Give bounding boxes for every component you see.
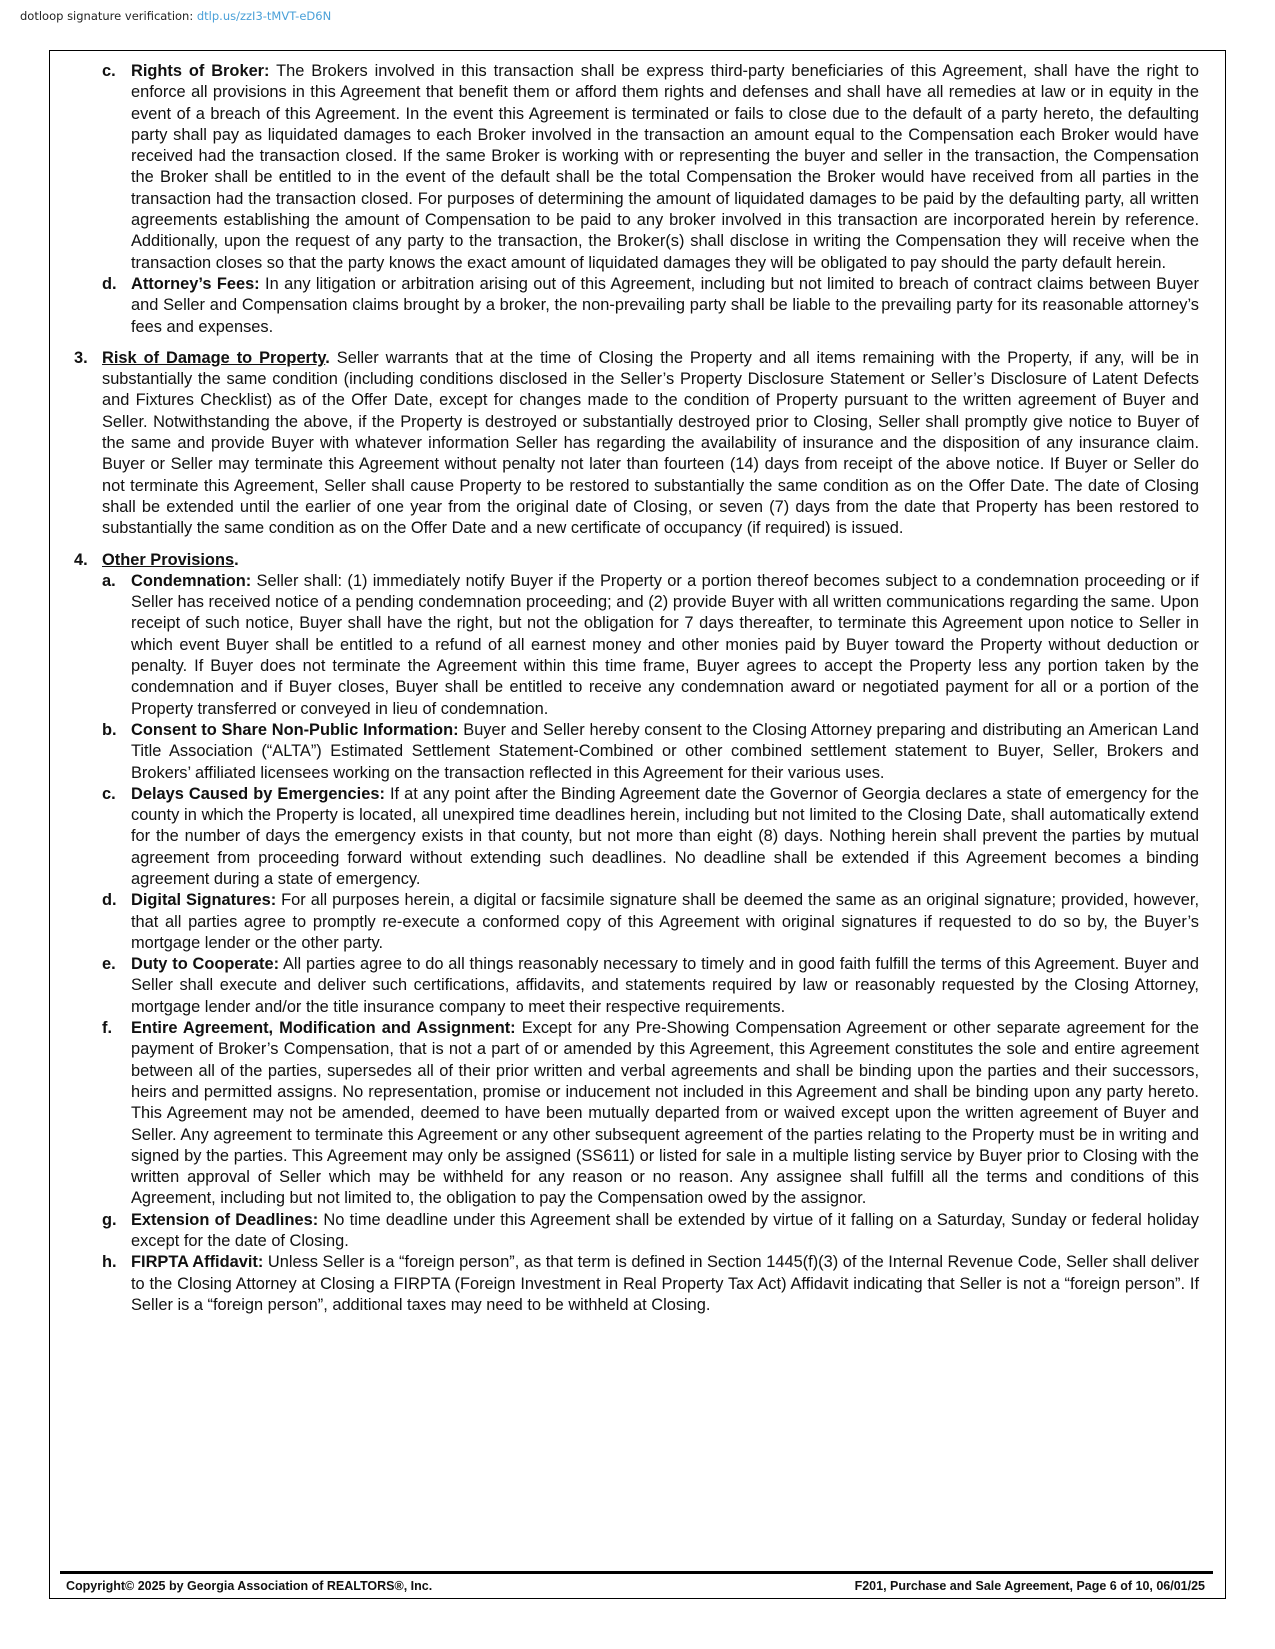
item-heading: Duty to Cooperate: bbox=[131, 955, 280, 974]
provision-duty-to-cooperate bbox=[74, 954, 1199, 1018]
section-number: 4. bbox=[74, 550, 88, 569]
item-text: Buyer and Seller hereby consent to the Closing Attorney preparing and distributing an American Land Title Association (“ALTA”) Estimated Settlement Statement-Combined or other combined settlement statement to Buyer, Seller, Brokers and Brokers’ affiliated licensees working on the transaction reflected in this Agreement for their various uses. bbox=[131, 720, 1199, 782]
provision-firpta-affidavit bbox=[74, 1252, 1199, 1316]
section-number: 3. bbox=[74, 348, 88, 367]
item-text: No time deadline under this Agreement shall be extended by virtue of it falling on a Saturday, Sunday or federal holiday except for the date of Closing. bbox=[131, 1210, 1199, 1251]
provision-extension-deadlines bbox=[74, 1210, 1199, 1253]
item-marker: g. bbox=[102, 1210, 117, 1229]
item-marker: a. bbox=[102, 571, 116, 590]
item-text: Except for any Pre-Showing Compensation Agreement or other separate agreement for the payment of Broker’s Compensation, that is not a part of or amended by this Agreement, this Agreement constitutes the sole and entire agreement between all of the parties, supersedes all of their prior written and verbal agreements and shall be binding upon the parties and their successors, heirs and permitted assigns. No representation, promise or inducement not included in this Agreement and shall be binding upon any party hereto. This Agreement may not be amended, deemed to have been mutually departed from or waived except upon the written agreement of Buyer and Seller. Any agreement to terminate this Agreement or any other subsequent agreement of the parties relating to the Property must be in writing and signed by the parties. This Agreement may only be assigned (SS611) or listed for sale in a multiple listing service by Buyer prior to Closing with the written approval of Seller which may be withheld for any reason or no reason. Any assignee shall fulfill all the terms and conditions of this Agreement, including but not limited to, the obligation to pay the Compensation owed by the assignor. bbox=[131, 1019, 1199, 1208]
item-marker: f. bbox=[102, 1019, 113, 1038]
footer-copyright: Copyright© 2025 by Georgia Association of REALTORS®, Inc. bbox=[66, 1579, 433, 1593]
section-other-provisions: 4. Other Provisions. bbox=[74, 550, 1199, 571]
provision-consent-non-public-info bbox=[74, 720, 1199, 784]
item-text: All parties agree to do all things reasonably necessary to timely and in good faith fulfill the terms of this Agreement. Buyer and Seller shall execute and deliver such certifications, affidavits, and statements required by law or reasonably requested by the Closing Attorney, mortgage lender and/or the title insurance company to meet their respective requirements. bbox=[131, 955, 1199, 1016]
item-heading: Extension of Deadlines: bbox=[131, 1210, 319, 1229]
section-heading: Other Provisions bbox=[102, 550, 235, 569]
item-heading: Digital Signatures: bbox=[131, 891, 277, 910]
item-marker: d. bbox=[102, 891, 117, 910]
section-risk-of-damage: 3. Risk of Damage to Property. Seller warrants that at the time of Closing the Property and all items remaining with the Property, if any, will be in substantially the same condition (including conditions disclosed in the Seller’s Property Disclosure Statement or Seller’s Disclosure of Latent Defects and Fixtures Checklist) as of the Offer Date, except for changes made to the condition of Property pursuant to the written agreement of Buyer and Seller. Notwithstanding the above, if the Property is destroyed or substantially destroyed prior to Closing, Seller shall promptly give notice to Buyer of the same and provide Buyer with whatever information Seller has regarding the availability of insurance and the disposition of any insurance claim. Buyer or Seller may terminate this Agreement without penalty not later than fourteen (14) days from receipt of the above notice. If Buyer or Seller do not terminate this Agreement, Seller shall cause Property to be restored to substantially the same condition as on the Offer Date. The date of Closing shall be extended until the earlier of one year from the original date of Closing, or seven (7) days from the date that Property has been restored to substantially the same condition as on the Offer Date and a new certificate of occupancy (if required) is issued. bbox=[74, 348, 1199, 540]
item-heading: FIRPTA Affidavit: bbox=[131, 1253, 264, 1272]
document-frame bbox=[49, 50, 1226, 1599]
item-text: If at any point after the Binding Agreement date the Governor of Georgia declares a state of emergency for the county in which the Property is located, all unexpired time deadlines herein, including but not limited to the Closing Date, shall automatically extend for the number of days the emergency exists in that county, but not more than eight (8) days. Nothing herein shall prevent the parties by mutual agreement from proceeding forward without extending such deadlines. No deadline shall be extended if this Agreement becomes a binding agreement during a state of emergency. bbox=[131, 784, 1199, 888]
section-attorneys-fees bbox=[74, 274, 1199, 338]
provision-condemnation bbox=[74, 571, 1199, 720]
item-heading: Attorney’s Fees: bbox=[131, 274, 260, 293]
section-heading: Risk of Damage to Property bbox=[102, 348, 326, 367]
item-heading: Delays Caused by Emergencies: bbox=[131, 784, 385, 803]
item-text: For all purposes herein, a digital or facsimile signature shall be deemed the same as an original signature; provided, however, that all parties agree to promptly re-execute a conformed copy of this Agreement with original signatures if requested to do so by, the Buyer’s mortgage lender or the other party. bbox=[131, 891, 1199, 952]
provision-entire-agreement bbox=[74, 1018, 1199, 1210]
item-heading: Condemnation: bbox=[131, 571, 252, 590]
section-rights-of-broker bbox=[74, 61, 1199, 274]
verification-link[interactable]: dtlp.us/zzI3-tMVT-eD6N bbox=[196, 9, 332, 23]
item-text: In any litigation or arbitration arising out of this Agreement, including but not limited to breach of contract claims between Buyer and Seller and Compensation claims brought by a broker, the non-prevailing party shall be liable to the prevailing party for its reasonable attorney’s fees and expenses. bbox=[131, 274, 1200, 336]
provision-delays-emergencies bbox=[74, 784, 1199, 890]
item-marker: b. bbox=[102, 720, 117, 739]
item-heading: Consent to Share Non-Public Information: bbox=[131, 720, 459, 739]
page-footer bbox=[66, 1579, 1205, 1593]
item-marker: c. bbox=[102, 62, 116, 80]
footer-divider bbox=[60, 1571, 1213, 1574]
item-heading: Entire Agreement, Modification and Assignment: bbox=[131, 1019, 516, 1038]
other-provisions-list bbox=[74, 571, 1199, 1316]
item-marker: h. bbox=[102, 1253, 117, 1272]
item-marker: e. bbox=[102, 955, 116, 974]
document-body bbox=[74, 61, 1199, 1316]
signature-verification bbox=[20, 9, 331, 23]
footer-form-info: F201, Purchase and Sale Agreement, Page 6 of 10, 06/01/25 bbox=[854, 1579, 1205, 1593]
section-text: Seller warrants that at the time of Closing the Property and all items remaining with the Property, if any, will be in substantially the same condition (including conditions disclosed in the Seller’s Property Disclosure Statement or Seller’s Disclosure of Latent Defects and Fixtures Checklist) as of the Offer Date, except for changes made to the condition of Property pursuant to the written agreement of Buyer and Seller. Notwithstanding the above, if the Property is destroyed or substantially destroyed prior to Closing, Seller shall promptly give notice to Buyer of the same and provide Buyer with whatever information Seller has regarding the availability of insurance and the disposition of any insurance claim. Buyer or Seller may terminate this Agreement without penalty not later than fourteen (14) days from receipt of the above notice. If Buyer or Seller do not terminate this Agreement, Seller shall cause Property to be restored to substantially the same condition as on the Offer Date. The date of Closing shall be extended until the earlier of one year from the original date of Closing, or seven (7) days from the date that Property has been restored to substantially the same condition as on the Offer Date and a new certificate of occupancy (if required) is issued. bbox=[102, 348, 1200, 538]
item-text: Seller shall: (1) immediately notify Buyer if the Property or a portion thereof becomes subject to a condemnation proceeding or if Seller has received notice of a pending condemnation proceeding; and (2) provide Buyer with all written communications regarding the same. Upon receipt of such notice, Buyer shall have the right, but not the obligation for 7 days thereafter, to terminate this Agreement upon notice to Seller in which event Buyer shall be entitled to a refund of all earnest money and other monies paid by Buyer toward the Property without deduction or penalty. If Buyer does not terminate the Agreement within this time frame, Buyer agrees to accept the Property less any portion taken by the condemnation and if Buyer closes, Buyer shall be entitled to receive any condemnation award or negotiated payment for all or a portion of the Property transferred or conveyed in lieu of condemnation. bbox=[131, 571, 1199, 718]
verification-label: dotloop signature verification: bbox=[20, 9, 194, 23]
item-marker: d. bbox=[102, 274, 117, 293]
provision-digital-signatures bbox=[74, 890, 1199, 954]
item-heading: Rights of Broker: bbox=[131, 62, 270, 80]
item-text: The Brokers involved in this transaction shall be express third-party beneficiaries of this Agreement, shall have the right to enforce all provisions in this Agreement that benefit them or afford them rights and defenses and shall have all remedies at law or in equity in the event of a breach of this Agreement. In the event this Agreement is terminated or fails to close due to the default of a party hereto, the defaulting party shall pay as liquidated damages to each Broker involved in the transaction an amount equal to the Compensation each Broker would have received had the transaction closed. If the same Broker is working with or representing the buyer and seller in the transaction, the Compensation the Broker shall be entitled to in the event of the default shall be the total Compensation the Broker would have received from all parties in the transaction had the transaction closed. For purposes of determining the amount of liquidated damages to be paid by the defaulting party, all written agreements establishing the amount of Compensation to be paid to any broker involved in this transaction are incorporated herein by reference. Additionally, upon the request of any party to the transaction, the Broker(s) shall disclose in writing the Compensation they will receive when the transaction closes so that the party knows the exact amount of liquidated damages they will be obligated to pay should the party default herein. bbox=[131, 62, 1199, 272]
item-text: Unless Seller is a “foreign person”, as that term is defined in Section 1445(f)(3) of the Internal Revenue Code, Seller shall deliver to the Closing Attorney at Closing a FIRPTA (Foreign Investment in Real Property Tax Act) Affidavit indicating that Seller is not a “foreign person”. If Seller is a “foreign person”, additional taxes may need to be withheld at Closing. bbox=[131, 1253, 1199, 1314]
item-marker: c. bbox=[102, 784, 116, 803]
